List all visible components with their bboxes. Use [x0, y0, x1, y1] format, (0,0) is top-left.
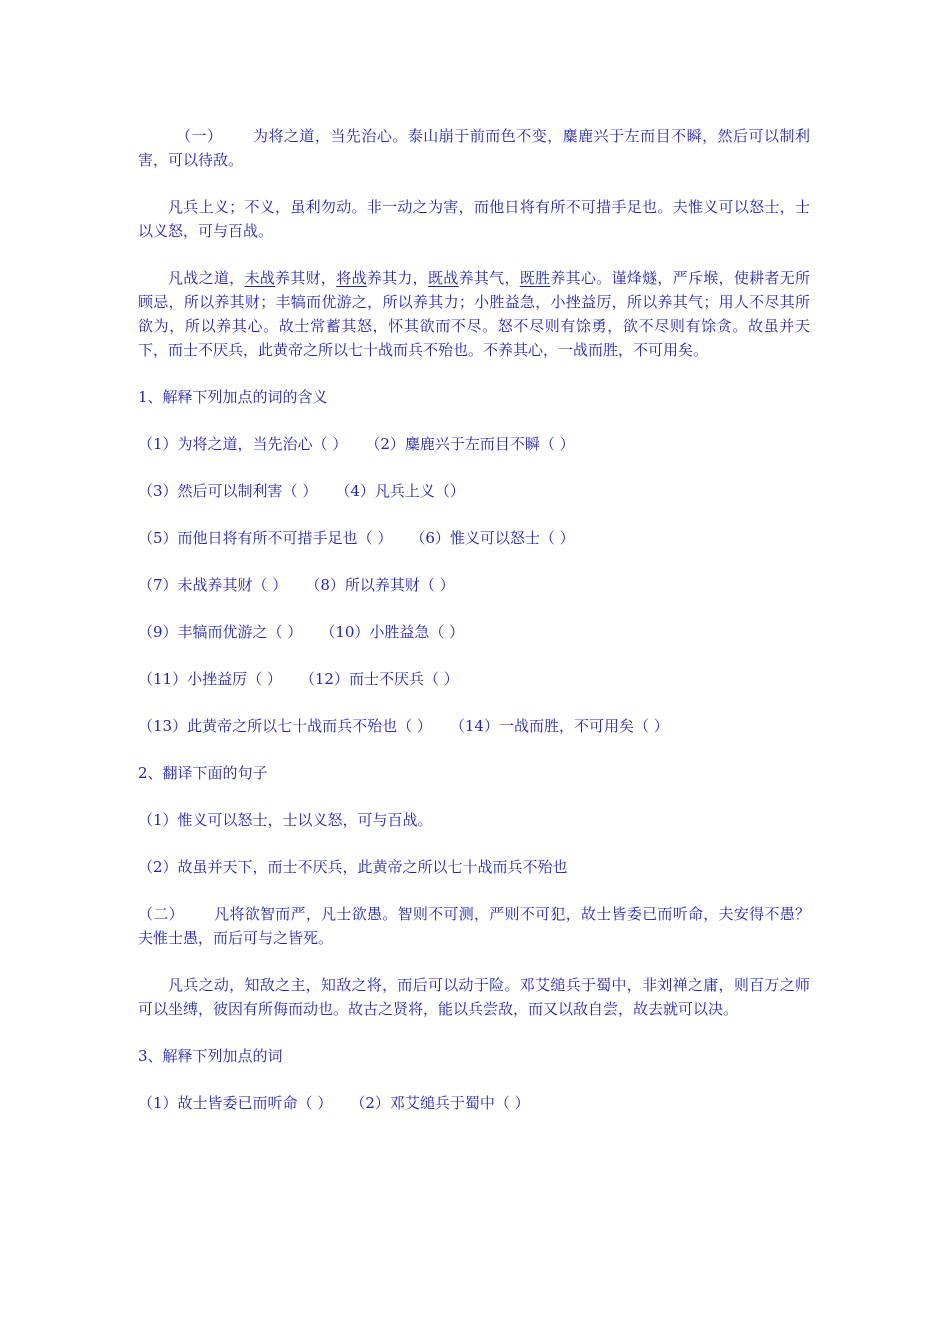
- question1-row: [138, 526, 810, 550]
- question3-title: 3、解释下列加点的词: [138, 1047, 283, 1065]
- question1-item: （2）麋鹿兴于左而目不瞬（ ）: [365, 435, 575, 453]
- section2-label: （二）: [138, 905, 184, 923]
- question3-item: （1）故士皆委已而听命（ ）: [138, 1094, 333, 1112]
- question1-item: （13）此黄帝之所以七十战而兵不殆也（ ）: [138, 717, 432, 735]
- underlined-word-jisheng: 既胜: [519, 269, 551, 287]
- question1-item: （11）小挫益厉（ ）: [138, 670, 282, 688]
- question1-item: （8）所以养其财（ ）: [305, 576, 455, 594]
- underlined-word-jiangzhan: 将战: [336, 269, 367, 287]
- question1-item: （4）凡兵上义（）: [335, 482, 465, 500]
- question1-item: （10）小胜益急（ ）: [320, 623, 465, 641]
- question1-item: （1）为将之道，当先治心（ ）: [138, 435, 348, 453]
- question3-row: [138, 1091, 810, 1115]
- question1-item: （3）然后可以制利害（ ）: [138, 482, 318, 500]
- section1-paragraph2: 凡兵上义；不义，虽利勿动。非一动之为害，而他日将有所不可措手足也。夫惟义可以怒士，士以义怒，可与百战。: [138, 198, 810, 240]
- section2-paragraph2: 凡兵之动，知敌之主，知敌之将，而后可以动于险。邓艾缒兵于蜀中，非刘禅之庸，则百万之师可以坐缚，彼因有所侮而动也。故古之贤将，能以兵尝敌，而又以敌自尝，故去就可以决。: [138, 976, 810, 1018]
- question1-item: （14）一战而胜，不可用矣（ ）: [449, 717, 669, 735]
- underlined-word-jizhan: 既战: [427, 269, 459, 287]
- question1-item: （6）惟义可以怒士（ ）: [410, 529, 575, 547]
- section2-p1-text: 凡将欲智而严，凡士欲愚。智则不可测，严则不可犯，故士皆委已而听命，夫安得不愚？夫惟士愚，而后可与之皆死。: [138, 905, 810, 947]
- question1-row: [138, 620, 810, 644]
- section1-paragraph3: 凡战之道，未战养其财，将战养其力，既战养其气，既胜养其心。谨烽燧，严斥堠，使耕者无所顾忌，所以养其财；丰犒而优游之，所以养其力；小胜益急，小挫益厉，所以养其气；用人不尽其所欲为，所以养其心。故士常蓄其怒，怀其欲而不尽。怒不尽则有馀勇，欲不尽则有馀贪。故虽并天下，而士不厌兵，此黄帝之所以七十战而兵不殆也。不养其心，一战而胜，不可用矣。: [138, 269, 810, 359]
- question1-item: （9）丰犒而优游之（ ）: [138, 623, 303, 641]
- question1-row: [138, 573, 810, 597]
- document-page: [138, 124, 810, 1138]
- question1-title: 1、解释下列加点的词的含义: [138, 388, 328, 406]
- question1-row: [138, 667, 810, 691]
- question1-row: [138, 432, 810, 456]
- question2-title: 2、翻译下面的句子: [138, 764, 268, 782]
- section2-paragraph1: [138, 902, 810, 950]
- question1-row: [138, 714, 810, 738]
- section1-label: （一）: [176, 127, 223, 145]
- question2-item: （1）惟义可以怒士，士以义怒，可与百战。: [138, 811, 433, 829]
- section1-p1-text: 为将之道，当先治心。泰山崩于前而色不变，麋鹿兴于左而目不瞬，然后可以制利害，可以待敌。: [138, 127, 810, 169]
- question3-item: （2）邓艾缒兵于蜀中（ ）: [350, 1094, 530, 1112]
- question1-item: （5）而他日将有所不可措手足也（ ）: [138, 529, 393, 547]
- question1-item: （7）未战养其财（ ）: [138, 576, 288, 594]
- question1-item: （12）而士不厌兵（ ）: [299, 670, 459, 688]
- question2-item: （2）故虽并天下，而士不厌兵，此黄帝之所以七十战而兵不殆也: [138, 858, 568, 876]
- underlined-word-weizhan: 未战: [244, 269, 276, 287]
- question1-row: [138, 479, 810, 503]
- section1-paragraph1: [138, 124, 810, 172]
